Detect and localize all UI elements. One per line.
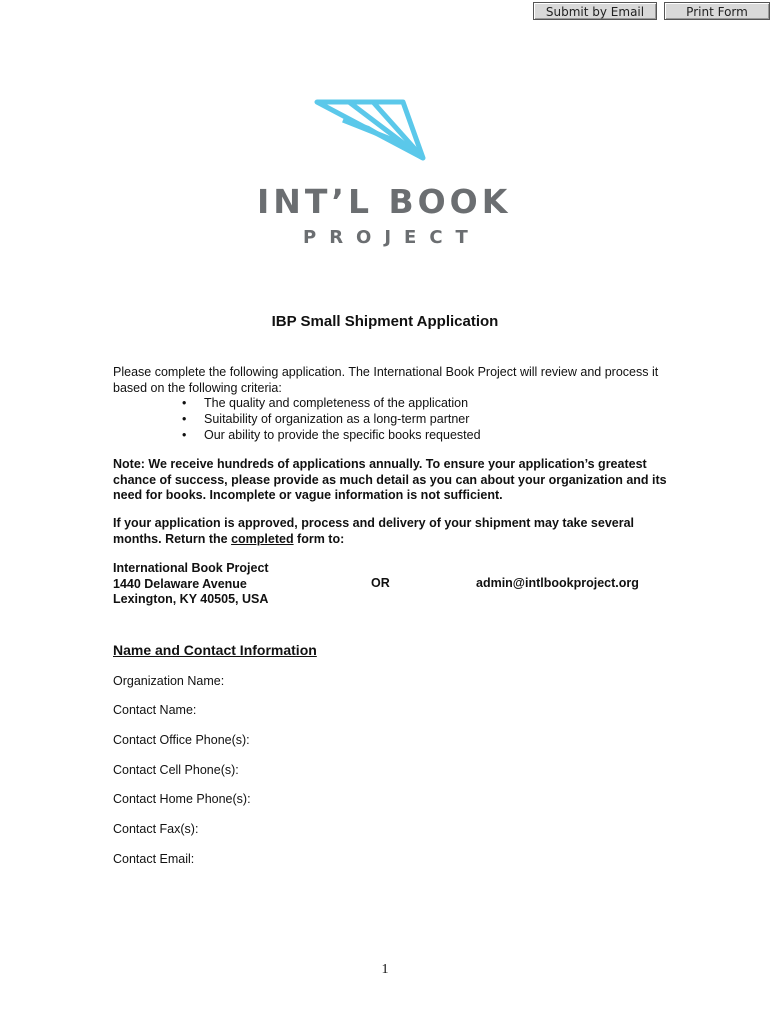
criteria-item: • The quality and completeness of the application <box>182 396 481 412</box>
cell-phone-label: Contact Cell Phone(s): <box>113 763 239 777</box>
page-title: IBP Small Shipment Application <box>271 313 499 330</box>
approval-paragraph <box>113 516 673 547</box>
approval-text-start: If your application is approved, process and delivery of your shipment may take several months. Return the <box>113 516 635 546</box>
ibp-logo <box>245 96 525 256</box>
mailing-address <box>113 561 269 608</box>
logo-text-line2: PROJECT <box>303 227 481 248</box>
or-label: OR <box>371 576 390 590</box>
contact-email-address: admin@intlbookproject.org <box>476 576 639 590</box>
fax-label: Contact Fax(s): <box>113 822 199 836</box>
approval-text-end: form to: <box>293 531 345 546</box>
logo-text-line1: INT’L BOOK <box>257 182 512 221</box>
intro-paragraph: Please complete the following application. The International Book Project will review and process it based on the following criteria: <box>113 365 659 395</box>
criteria-item: • Our ability to provide the specific books requested <box>182 428 481 444</box>
address-city: Lexington, KY 40505, USA <box>113 592 269 606</box>
contact-name-label: Contact Name: <box>113 703 197 717</box>
office-phone-label: Contact Office Phone(s): <box>113 733 250 747</box>
section-heading: Name and Contact Information <box>113 642 317 658</box>
criteria-item: • Suitability of organization as a long-term partner <box>182 412 481 428</box>
home-phone-label: Contact Home Phone(s): <box>113 792 251 806</box>
print-form-button[interactable]: Print Form <box>664 2 770 20</box>
approval-underlined-word: completed <box>231 531 294 546</box>
note-paragraph: Note: We receive hundreds of applications annually. To ensure your application’s greatest chance of success, please provide as much detail as you can about your organization and its need for books. Incomplete or vague information is not sufficient. <box>113 457 667 502</box>
criteria-list <box>182 396 481 443</box>
contact-email-label: Contact Email: <box>113 852 195 866</box>
paper-airplane-icon <box>313 96 433 168</box>
submit-by-email-button[interactable]: Submit by Email <box>533 2 657 20</box>
page-number: 1 <box>381 962 389 977</box>
organization-name-label: Organization Name: <box>113 674 225 688</box>
address-street: 1440 Delaware Avenue <box>113 576 247 591</box>
address-name: International Book Project <box>113 561 269 575</box>
